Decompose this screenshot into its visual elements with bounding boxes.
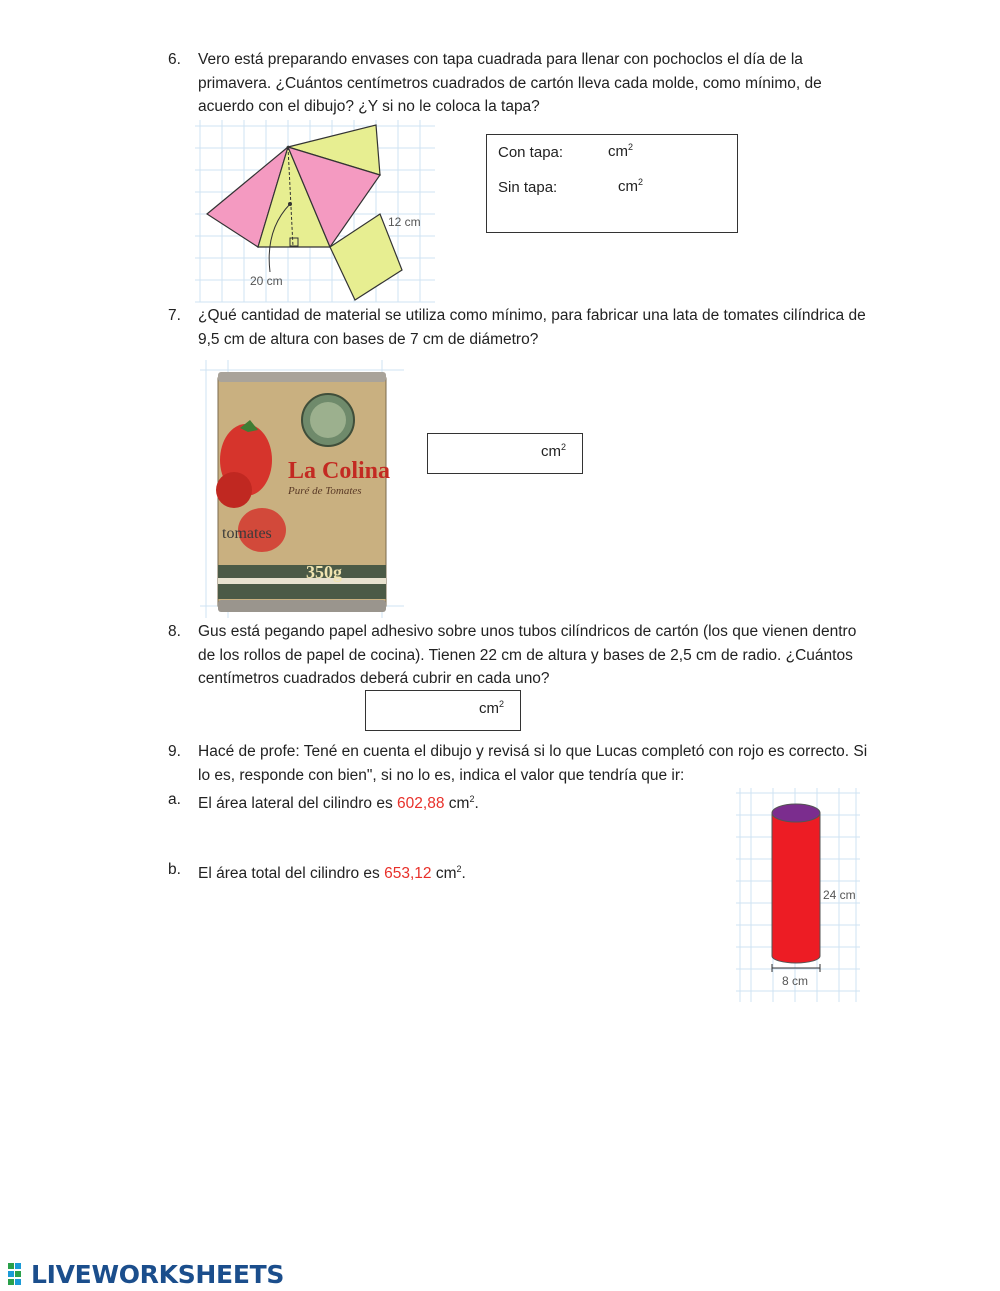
q7-unit: $cm^2$	[541, 442, 567, 460]
item-text: El área total del cilindro es	[198, 865, 385, 883]
con-tapa-input[interactable]	[569, 143, 607, 165]
question-7	[168, 304, 868, 354]
question-number: 7.	[168, 307, 181, 324]
item-text: El área lateral del cilindro es	[198, 795, 398, 813]
liveworksheets-logo	[8, 1258, 284, 1290]
item-value: 602,88	[397, 795, 445, 813]
sin-tapa-unit: $cm^2$	[618, 177, 644, 195]
sin-tapa-label: Sin tapa:	[498, 179, 558, 196]
pyramid-net-figure	[195, 120, 440, 305]
q8-unit: $cm^2$	[479, 699, 505, 717]
tomato-2	[216, 472, 252, 508]
question-number: 8.	[168, 623, 181, 640]
cylinder-figure	[736, 788, 861, 1004]
item-unit: cm	[448, 795, 470, 813]
can-top-rim	[218, 372, 386, 382]
can-weight: 350g	[306, 562, 342, 582]
con-tapa-label: Con tapa:	[498, 144, 564, 161]
height-label: 20 cm	[250, 274, 283, 288]
item-suffix: .	[474, 795, 479, 813]
item-letter: b.	[168, 861, 181, 878]
can-word: tomates	[222, 525, 272, 542]
answer-box-q6	[486, 134, 738, 233]
question-text: ¿Qué cantidad de material se utiliza como mínimo, para fabricar una lata de tomates cilíndrica de 9,5 cm de altura con bases de 7 cm de diámetro?	[198, 307, 866, 348]
question-number: 9.	[168, 743, 181, 760]
height-label: 24 cm	[823, 888, 856, 902]
cylinder-top	[772, 804, 820, 822]
q8-input[interactable]	[376, 699, 480, 721]
item-suffix: .	[461, 865, 466, 883]
question-9a: a. El área lateral del cilindro es 602,88 $cm^2$.	[168, 788, 868, 812]
answer-box-q7	[427, 433, 583, 474]
side-length-label: 12 cm	[388, 215, 421, 229]
can-product: Puré de Tomates	[288, 485, 362, 497]
brand-name: LIVEWORKSHEETS	[31, 1259, 285, 1289]
answer-box-q8	[365, 690, 521, 731]
tomato-can-image	[200, 360, 405, 620]
question-text: Vero está preparando envases con tapa cuadrada para llenar con pochoclos el día de la primavera. ¿Cuántos centímetros cuadrados de cartón lleva cada molde, como mínimo, de acuerdo con el dibujo? ¿Y si no le coloca la tapa?	[198, 51, 822, 115]
question-6	[168, 48, 868, 123]
cylinder-body	[772, 813, 820, 963]
can-brand: La Colina	[288, 458, 391, 484]
sin-tapa-input[interactable]	[569, 178, 617, 200]
item-unit: cm	[435, 865, 457, 883]
item-value: 653,12	[384, 865, 432, 883]
label-strip	[218, 578, 386, 584]
question-text: Hacé de profe: Tené en cuenta el dibujo y revisá si lo que Lucas completó con rojo es correcto. Si lo es, responde con bien", si no lo es, indica el valor que tendría que ir:	[198, 743, 868, 784]
question-number: 6.	[168, 51, 181, 68]
item-letter: a.	[168, 791, 181, 808]
question-8	[168, 620, 868, 695]
question-text: Gus está pegando papel adhesivo sobre unos tubos cilíndricos de cartón (los que vienen dentro de los rollos de papel de cocina). Tienen 22 cm de altura y bases de 2,5 cm de radio. ¿Cuántos centímetros cuadrados deberá cubrir en cada uno?	[198, 623, 857, 687]
diameter-label: 8 cm	[782, 974, 809, 988]
con-tapa-unit: $cm^2$	[608, 142, 634, 160]
question-9	[168, 740, 868, 790]
can-bottom-rim	[218, 600, 386, 612]
liveworksheets-logo-icon	[8, 1263, 28, 1285]
question-9b: b. El área total del cilindro es 653,12 $cm^2$.	[168, 858, 868, 882]
q7-input[interactable]	[438, 442, 542, 464]
